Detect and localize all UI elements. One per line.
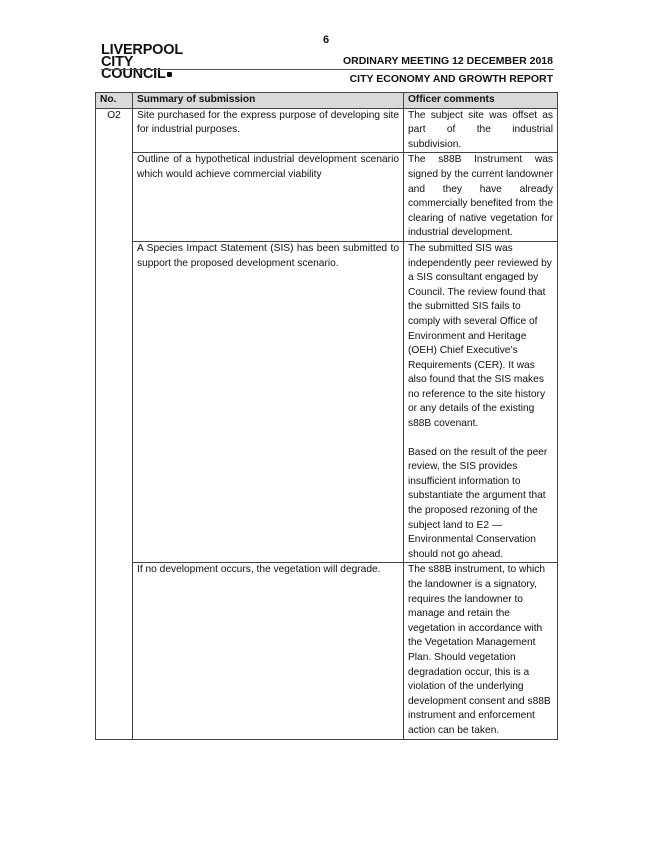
liverpool-city-council-logo [101,44,183,80]
col-header-comments: Officer comments [404,93,558,109]
summary-cell: Site purchased for the express purpose of developing site for industrial purposes. [133,108,404,153]
table-row [96,241,558,562]
comment-cell: The subject site was offset as part of the industrial subdivision. [404,108,558,153]
header-divider [101,69,554,70]
summary-cell: If no development occurs, the vegetation will degrade. [133,563,404,739]
summary-cell: Outline of a hypothetical industrial development scenario which would achieve commercial viability [133,153,404,242]
comment-paragraph: Based on the result of the peer review, the SIS provides insufficient information to substantiate the argument that the proposed rezoning of the subject land to E2 — Environmental Conservation should not go ahead. [408,446,548,560]
row-number: O2 [96,108,133,739]
summary-cell: A Species Impact Statement (SIS) has been submitted to support the proposed development scenario. [133,241,404,562]
page-number: 6 [322,34,330,46]
table-row [96,563,558,739]
meeting-title: ORDINARY MEETING 12 DECEMBER 2018 [342,55,553,67]
logo-line-2: CITY [101,54,134,70]
logo-mark-icon [167,72,172,77]
report-title: CITY ECONOMY AND GROWTH REPORT [349,73,553,85]
submissions-table [95,92,558,740]
table-row [96,108,558,153]
comment-paragraph: The submitted SIS was independently peer reviewed by a SIS consultant engaged by Council. The review found that the submitted SIS fails to comply with several Office of Environment and Heritage (OEH) Chief Executive’s Requirements (CER). It was also found that the SIS makes no reference to the site history or any details of the existing s88B covenant. [408,242,552,430]
comment-cell: The s88B instrument, to which the landowner is a signatory, requires the landowner to manage and retain the vegetation in accordance with the Vegetation Management Plan. Should vegetation degradation occur, this is a violation of the underlying development consent and s88B instrument and enforcement action can be taken. [404,563,558,739]
comment-cell: The s88B Instrument was signed by the current landowner and they have already commercially benefited from the clearing of native vegetation for industrial development. [404,153,558,242]
logo-line-1: LIVERPOOL [101,42,183,58]
table-row [96,153,558,242]
comment-cell [404,241,558,562]
col-header-no: No. [96,93,133,109]
col-header-summary: Summary of submission [133,93,404,109]
table-header-row [96,93,558,109]
logo-line-3: COUNCIL [101,66,166,82]
